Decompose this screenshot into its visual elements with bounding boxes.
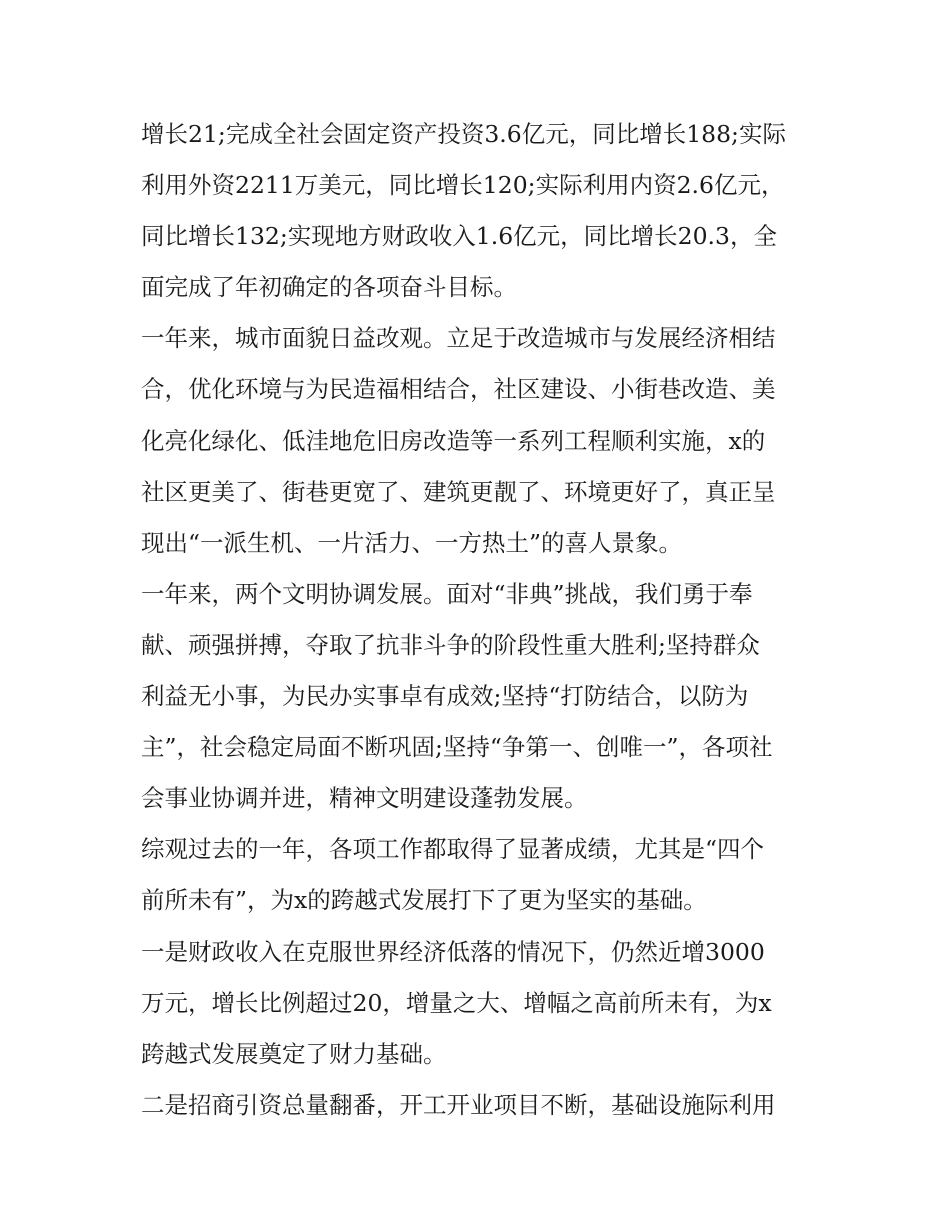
document-body-text — [141, 109, 821, 1131]
text-line: 化亮化绿化、低洼地危旧房改造等一系列工程顺利实施，x的 — [141, 426, 766, 455]
text-line: 同比增长132;实现地方财政收入1.6亿元，同比增长20.3，全 — [141, 222, 777, 251]
text-line: 利用外资2211万美元，同比增长120;实际利用内资2.6亿元， — [141, 171, 785, 200]
text-line: 一年来，城市面貌日益改观。立足于改造城市与发展经济相结 — [141, 324, 776, 353]
text-line: 综观过去的一年，各项工作都取得了显著成绩，尤其是“四个 — [141, 835, 765, 864]
text-line: 利益无小事，为民办实事卓有成效;坚持“打防结合，以防为 — [141, 682, 749, 711]
text-line: 合，优化环境与为民造福相结合，社区建设、小街巷改造、美 — [141, 375, 776, 404]
text-line: 现出“一派生机、一片活力、一方热土”的喜人景象。 — [141, 528, 683, 557]
text-line: 增长21;完成全社会固定资产投资3.6亿元，同比增长188;实际 — [141, 120, 786, 148]
text-line: 跨越式发展奠定了财力基础。 — [141, 1039, 447, 1068]
text-line: 献、顽强拼搏，夺取了抗非斗争的阶段性重大胜利;坚持群众 — [141, 630, 760, 659]
text-line: 面完成了年初确定的各项奋斗目标。 — [141, 273, 517, 302]
text-line: 会事业协调并进，精神文明建设蓬勃发展。 — [141, 784, 588, 813]
text-line: 前所未有”，为x的跨越式发展打下了更为坚实的基础。 — [141, 886, 707, 915]
text-line: 主”，社会稳定局面不断巩固;坚持“争第一、创唯一”，各项社 — [141, 733, 773, 762]
text-line: 一是财政收入在克服世界经济低落的情况下，仍然近增3000 — [141, 937, 765, 966]
text-line: 万元，增长比例超过20，增量之大、增幅之高前所未有，为x — [141, 988, 772, 1017]
text-line: 二是招商引资总量翻番，开工开业项目不断，基础设施际利用 — [141, 1090, 776, 1119]
text-line: 社区更美了、街巷更宽了、建筑更靓了、环境更好了，真正呈 — [141, 477, 776, 506]
text-line: 一年来，两个文明协调发展。面对“非典”挑战，我们勇于奉 — [141, 579, 753, 608]
